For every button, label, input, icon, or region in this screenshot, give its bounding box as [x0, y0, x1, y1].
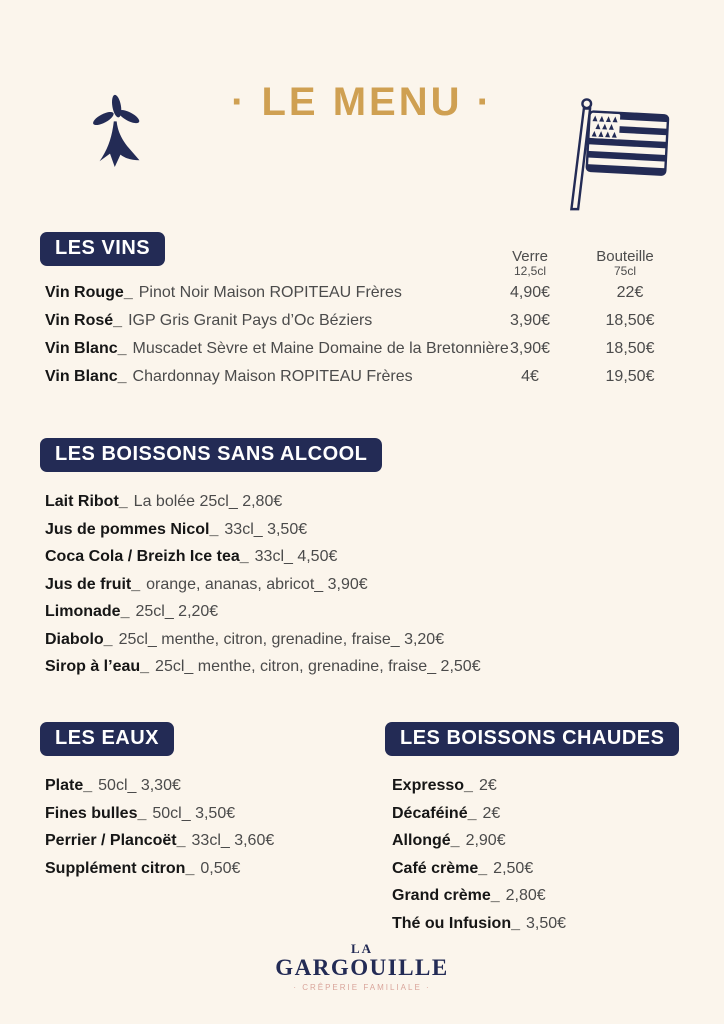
item-name: Plate_ — [45, 777, 93, 794]
item-desc: 2€ — [482, 804, 501, 822]
menu-item — [392, 805, 566, 833]
item-name: Lait Ribot_ — [45, 493, 128, 510]
wine-name — [45, 368, 485, 386]
brand-main-text: GARGOUILLE — [275, 955, 449, 980]
menu-item — [392, 832, 566, 860]
column-label: Verre — [512, 248, 548, 265]
wine-name — [45, 312, 485, 330]
column-sublabel: 75cl — [613, 264, 636, 279]
item-name: Vin Blanc_ — [45, 340, 127, 357]
menu-item — [392, 915, 566, 943]
item-name: Grand crème_ — [392, 887, 500, 904]
item-desc: 2,50€ — [493, 859, 534, 877]
menu-item — [45, 631, 481, 659]
section-header-eaux: LES EAUX — [40, 722, 174, 756]
item-desc: 25cl_ menthe, citron, grenadine, fraise_ 2,50€ — [155, 658, 481, 675]
item-desc: Muscadet Sèvre et Maine Domaine de la Bretonnière — [132, 340, 509, 357]
item-desc: 50cl_ 3,50€ — [152, 804, 236, 822]
menu-item — [45, 658, 481, 686]
item-desc: 2€ — [478, 777, 497, 794]
item-name: Fines bulles_ — [45, 804, 147, 822]
item-desc: La bolée 25cl_ 2,80€ — [133, 493, 283, 510]
wine-price-bouteille: 18,50€ — [605, 312, 655, 329]
soft-drinks-list — [45, 493, 481, 686]
menu-item — [45, 493, 481, 521]
item-name: Allongé_ — [392, 832, 460, 849]
item-name: Décaféiné_ — [392, 804, 477, 822]
waters-list — [45, 777, 274, 887]
column-header-bouteille — [570, 248, 680, 279]
menu-item — [45, 521, 481, 549]
wine-price-bouteille: 18,50€ — [605, 340, 655, 357]
wine-list — [0, 284, 724, 396]
menu-item — [45, 603, 481, 631]
menu-item — [392, 887, 566, 915]
item-desc: 25cl_ 2,20€ — [135, 603, 219, 620]
item-name: Thé ou Infusion_ — [392, 914, 520, 932]
menu-item — [45, 805, 274, 833]
item-desc: IGP Gris Granit Pays d’Oc Béziers — [128, 312, 373, 329]
wine-price-verre: 4,90€ — [509, 284, 551, 301]
page-title: · LE MENU · — [231, 80, 493, 124]
wine-name — [45, 284, 485, 302]
item-desc: Pinot Noir Maison ROPITEAU Frères — [138, 284, 402, 301]
item-name: Limonade_ — [45, 603, 130, 620]
brand-tagline: · CRÊPERIE FAMILIALE · — [293, 983, 431, 992]
section-header-vins: LES VINS — [40, 232, 165, 266]
item-name: Jus de fruit_ — [45, 575, 141, 593]
item-desc: 33cl_ 4,50€ — [254, 548, 338, 565]
item-desc: 2,80€ — [505, 887, 546, 904]
item-desc: 2,90€ — [465, 832, 506, 849]
wine-price-bouteille: 22€ — [616, 284, 644, 301]
item-desc: 33cl_ 3,50€ — [224, 520, 308, 538]
item-desc: 25cl_ menthe, citron, grenadine, fraise_ 3,20€ — [118, 630, 445, 648]
brand-top-text: LA — [350, 941, 374, 956]
ermine-icon — [72, 90, 167, 190]
wine-row — [0, 368, 724, 396]
wine-price-verre: 3,90€ — [509, 312, 551, 329]
item-desc: Chardonnay Maison ROPITEAU Frères — [132, 368, 413, 385]
item-name: Perrier / Plancoët_ — [45, 832, 186, 849]
item-desc: 3,50€ — [526, 914, 567, 932]
menu-item — [45, 777, 274, 805]
item-desc: 0,50€ — [200, 859, 241, 877]
item-name: Vin Rouge_ — [45, 284, 133, 301]
column-header-verre — [485, 248, 575, 279]
wine-row — [0, 284, 724, 312]
wine-name — [45, 340, 509, 358]
breton-flag-icon — [558, 92, 673, 222]
item-desc: 33cl_ 3,60€ — [191, 832, 275, 849]
column-label: Bouteille — [596, 248, 654, 265]
wine-row — [0, 340, 724, 368]
item-desc: orange, ananas, abricot_ 3,90€ — [146, 575, 368, 593]
brand-logo — [0, 941, 724, 992]
menu-item — [45, 832, 274, 860]
item-name: Vin Blanc_ — [45, 368, 127, 385]
section-header-boissons-sans-alcool: LES BOISSONS SANS ALCOOL — [40, 438, 382, 472]
column-sublabel: 12,5cl — [513, 264, 547, 279]
wine-price-bouteille: 19,50€ — [605, 368, 655, 385]
menu-item — [392, 777, 566, 805]
wine-row — [0, 312, 724, 340]
wine-price-verre: 3,90€ — [509, 340, 551, 357]
section-header-boissons-chaudes: LES BOISSONS CHAUDES — [385, 722, 679, 756]
wine-price-verre: 4€ — [521, 368, 539, 385]
menu-item — [45, 576, 481, 604]
menu-item — [45, 860, 274, 888]
menu-item — [45, 548, 481, 576]
item-name: Coca Cola / Breizh Ice tea_ — [45, 548, 249, 565]
item-name: Supplément citron_ — [45, 859, 195, 877]
item-name: Expresso_ — [392, 777, 473, 794]
item-name: Jus de pommes Nicol_ — [45, 520, 219, 538]
item-name: Diabolo_ — [45, 630, 113, 648]
item-name: Sirop à l’eau_ — [45, 658, 150, 675]
item-name: Vin Rosé_ — [45, 312, 123, 329]
item-name: Café crème_ — [392, 859, 488, 877]
menu-item — [392, 860, 566, 888]
item-desc: 50cl_ 3,30€ — [98, 777, 181, 794]
hot-drinks-list — [392, 777, 566, 942]
